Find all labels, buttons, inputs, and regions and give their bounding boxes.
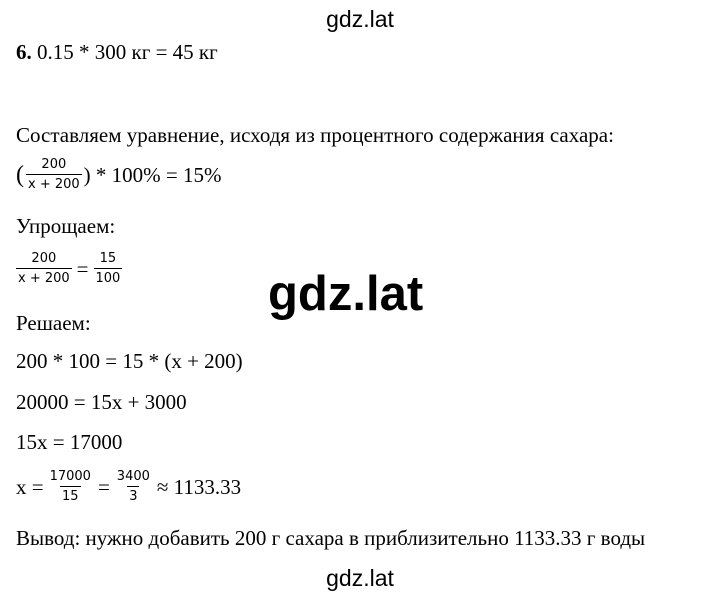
result-line [16, 469, 241, 504]
task-calculation: 0.15 * 300 кг = 45 кг [37, 40, 218, 64]
fraction-sugar-share [26, 157, 82, 192]
fraction-result-2 [115, 469, 152, 504]
fraction-right [94, 251, 123, 286]
task-number: 6. [16, 40, 32, 64]
solution-step: 15x = 17000 [16, 430, 123, 454]
conclusion-text: Вывод: нужно добавить 200 г сахара в приблизительно 1133.33 г воды [16, 526, 646, 550]
equation-percent [16, 157, 222, 192]
equation-rest: ) * 100% = 15% [83, 162, 222, 187]
equals-sign: = [97, 474, 110, 499]
simplify-label: Упрощаем: [16, 214, 116, 238]
solution-step: 200 * 100 = 15 * (x + 200) [16, 349, 243, 373]
equation-simplified [14, 251, 124, 286]
fraction-numerator: 17000 [49, 469, 91, 484]
open-paren: ( [16, 161, 24, 188]
task-line [16, 40, 218, 64]
fraction-result-1 [48, 469, 93, 504]
equals-sign: = [76, 256, 89, 281]
fraction-numerator: 3400 [116, 469, 150, 484]
fraction-numerator: 200 [31, 251, 57, 266]
watermark-center: gdz.lat [268, 267, 424, 321]
solve-label: Решаем: [16, 311, 91, 335]
fraction-numerator: 15 [99, 251, 117, 266]
fraction-denominator: 3 [127, 486, 139, 504]
approx-value: ≈ 1133.33 [156, 474, 242, 499]
fraction-numerator: 200 [41, 157, 67, 172]
fraction-denominator: 15 [60, 486, 81, 504]
fraction-denominator: x + 200 [26, 174, 82, 192]
fraction-left [16, 251, 72, 286]
watermark-top: gdz.lat [326, 6, 394, 32]
solution-step: 20000 = 15x + 3000 [16, 390, 187, 414]
fraction-denominator: 100 [94, 268, 123, 286]
intro-text: Составляем уравнение, исходя из процентного содержания сахара: [16, 123, 614, 147]
watermark-bottom: gdz.lat [326, 565, 394, 591]
fraction-denominator: x + 200 [16, 268, 72, 286]
result-lhs: x = [16, 474, 44, 499]
